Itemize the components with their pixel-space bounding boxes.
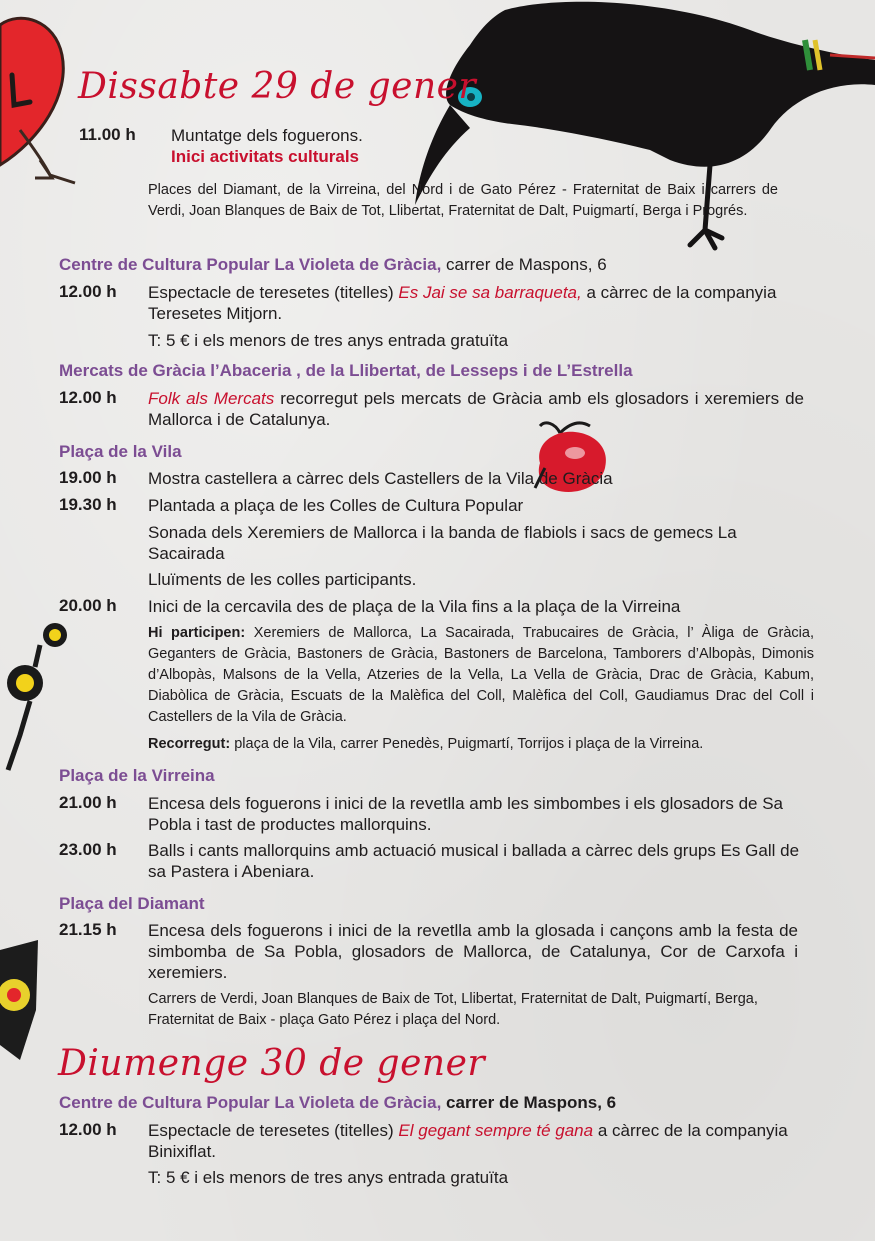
time-label: 19.30 h xyxy=(59,495,117,514)
event-text: Plantada a plaça de les Colles de Cultura Popular xyxy=(148,496,524,515)
event-text: Lluïments de les colles participants. xyxy=(148,570,417,589)
show-title: El gegant sempre té gana xyxy=(398,1121,594,1140)
event-description: recorregut pels mercats de Gràcia amb els glosadors i xeremiers de Mallorca i de Catalunya. xyxy=(148,389,804,429)
route-label: Recorregut: xyxy=(148,736,231,752)
event-description: Muntatge dels foguerons. xyxy=(171,126,363,145)
route-text: plaça de la Vila, carrer Penedès, Puigmartí, Torrijos i plaça de la Virreina. xyxy=(234,736,704,752)
time-label: 23.00 h xyxy=(59,840,117,859)
route xyxy=(148,734,818,755)
event-description: Espectacle de teresetes (titelles) xyxy=(148,283,394,302)
sunday-title: Diumenge 30 de gener xyxy=(58,1043,486,1084)
time-label: 12.00 h xyxy=(59,1120,117,1139)
participants-label: Hi participen: xyxy=(148,625,246,641)
streets-list: Carrers de Verdi, Joan Blanques de Baix de Tot, Llibertat, Fraternitat de Dalt, Puigmartí, Berga, Fraternitat de Baix - plaça Gato Pérez i plaça del Nord. xyxy=(148,991,758,1028)
venue-diamant: Plaça del Diamant xyxy=(59,894,205,913)
venue-virreina: Plaça de la Virreina xyxy=(59,766,215,785)
participants-list: Xeremiers de Mallorca, La Sacairada, Trabucaires de Gràcia, l’ Àliga de Gràcia, Geganters de Gràcia, Bastoners de Gràcia, Bastoners de Barcelona, Tamborers d’Albopàs, Dimonis d’Albopàs, Malsons de la Vella, Atzeries de la Vella, La Vella de Gràcia, Drac de Gràcia, Kabum, Diabòlica de Gràcia, Escuats de la Malèfica del Coll, Malèfica del Coll, Gaudiamus Drac del Coll i Castellers de la Vila de Gràcia. xyxy=(148,625,814,725)
event-text: Mostra castellera a càrrec dels Castellers de la Vila de Gràcia xyxy=(148,469,613,488)
venue-violeta xyxy=(59,1093,616,1113)
yellow-sun-icon xyxy=(0,940,45,1070)
time-label: 12.00 h xyxy=(59,388,117,407)
event-description: Espectacle de teresetes (titelles) xyxy=(148,1121,394,1140)
saturday-title: Dissabte 29 de gener xyxy=(78,66,477,107)
event-text xyxy=(171,125,571,167)
event-text xyxy=(148,1120,808,1162)
time-label: 20.00 h xyxy=(59,596,117,615)
time-label: 11.00 h xyxy=(79,125,136,144)
event-text: Encesa dels foguerons i inici de la revetlla amb la glosada i cançons amb la festa de simbomba de Sa Pobla, glosadors de Mallorca, de Catalunya, Cor de Carxofa i xeremiers. xyxy=(148,921,798,982)
event-highlight: Inici activitats culturals xyxy=(171,147,360,166)
event-text: Sonada dels Xeremiers de Mallorca i la banda de flabiols i sacs de gemecs La Sacairada xyxy=(148,523,737,563)
show-title: Folk als Mercats xyxy=(148,389,275,408)
time-label: 21.00 h xyxy=(59,793,117,812)
venue-address: carrer de Maspons, 6 xyxy=(446,1093,617,1112)
price-info: T: 5 € i els menors de tres anys entrada gratuïta xyxy=(148,331,509,350)
event-description: a càrrec de la companyia Teresetes Mitjorn. xyxy=(148,283,777,323)
venue-name: Centre de Cultura Popular La Violeta de Gràcia, xyxy=(59,255,442,274)
participants xyxy=(148,623,814,728)
event-text: Inici de la cercavila des de plaça de la Vila fins a la plaça de la Virreina xyxy=(148,597,681,616)
event-text: Encesa dels foguerons i inici de la revetlla amb les simbombes i els glosadors de Sa Pobla i tast de productes mallorquins. xyxy=(148,794,783,834)
time-label: 21.15 h xyxy=(59,920,117,939)
show-title: Es Jai se sa barraqueta, xyxy=(398,283,582,302)
time-label: 12.00 h xyxy=(59,282,117,301)
red-heart-icon xyxy=(0,0,90,200)
event-text xyxy=(148,282,808,324)
time-label: 19.00 h xyxy=(59,468,117,487)
price-info: T: 5 € i els menors de tres anys entrada gratuïta xyxy=(148,1168,509,1187)
places-list: Places del Diamant, de la Virreina, del Nord i de Gato Pérez - Fraternitat de Baix i carrers de Verdi, Joan Blanques de Baix de Tot, Llibertat, Fraternitat de Dalt, Puigmartí, Berga i Progrés. xyxy=(148,182,778,219)
venue-mercats: Mercats de Gràcia l’Abaceria , de la Llibertat, de Lesseps i de L’Estrella xyxy=(59,361,633,380)
event-text: Balls i cants mallorquins amb actuació musical i ballada a càrrec dels grups Es Gall de sa Pastera i Abeniara. xyxy=(148,841,800,881)
event-description: a càrrec de la companyia Binixiflat. xyxy=(148,1121,788,1161)
event-text xyxy=(148,388,804,430)
venue-name: Centre de Cultura Popular La Violeta de Gràcia, xyxy=(59,1093,442,1112)
venue-vila: Plaça de la Vila xyxy=(59,442,182,461)
yellow-flower-icon xyxy=(0,615,85,775)
venue-address: carrer de Maspons, 6 xyxy=(446,255,607,274)
venue-violeta xyxy=(59,255,607,275)
